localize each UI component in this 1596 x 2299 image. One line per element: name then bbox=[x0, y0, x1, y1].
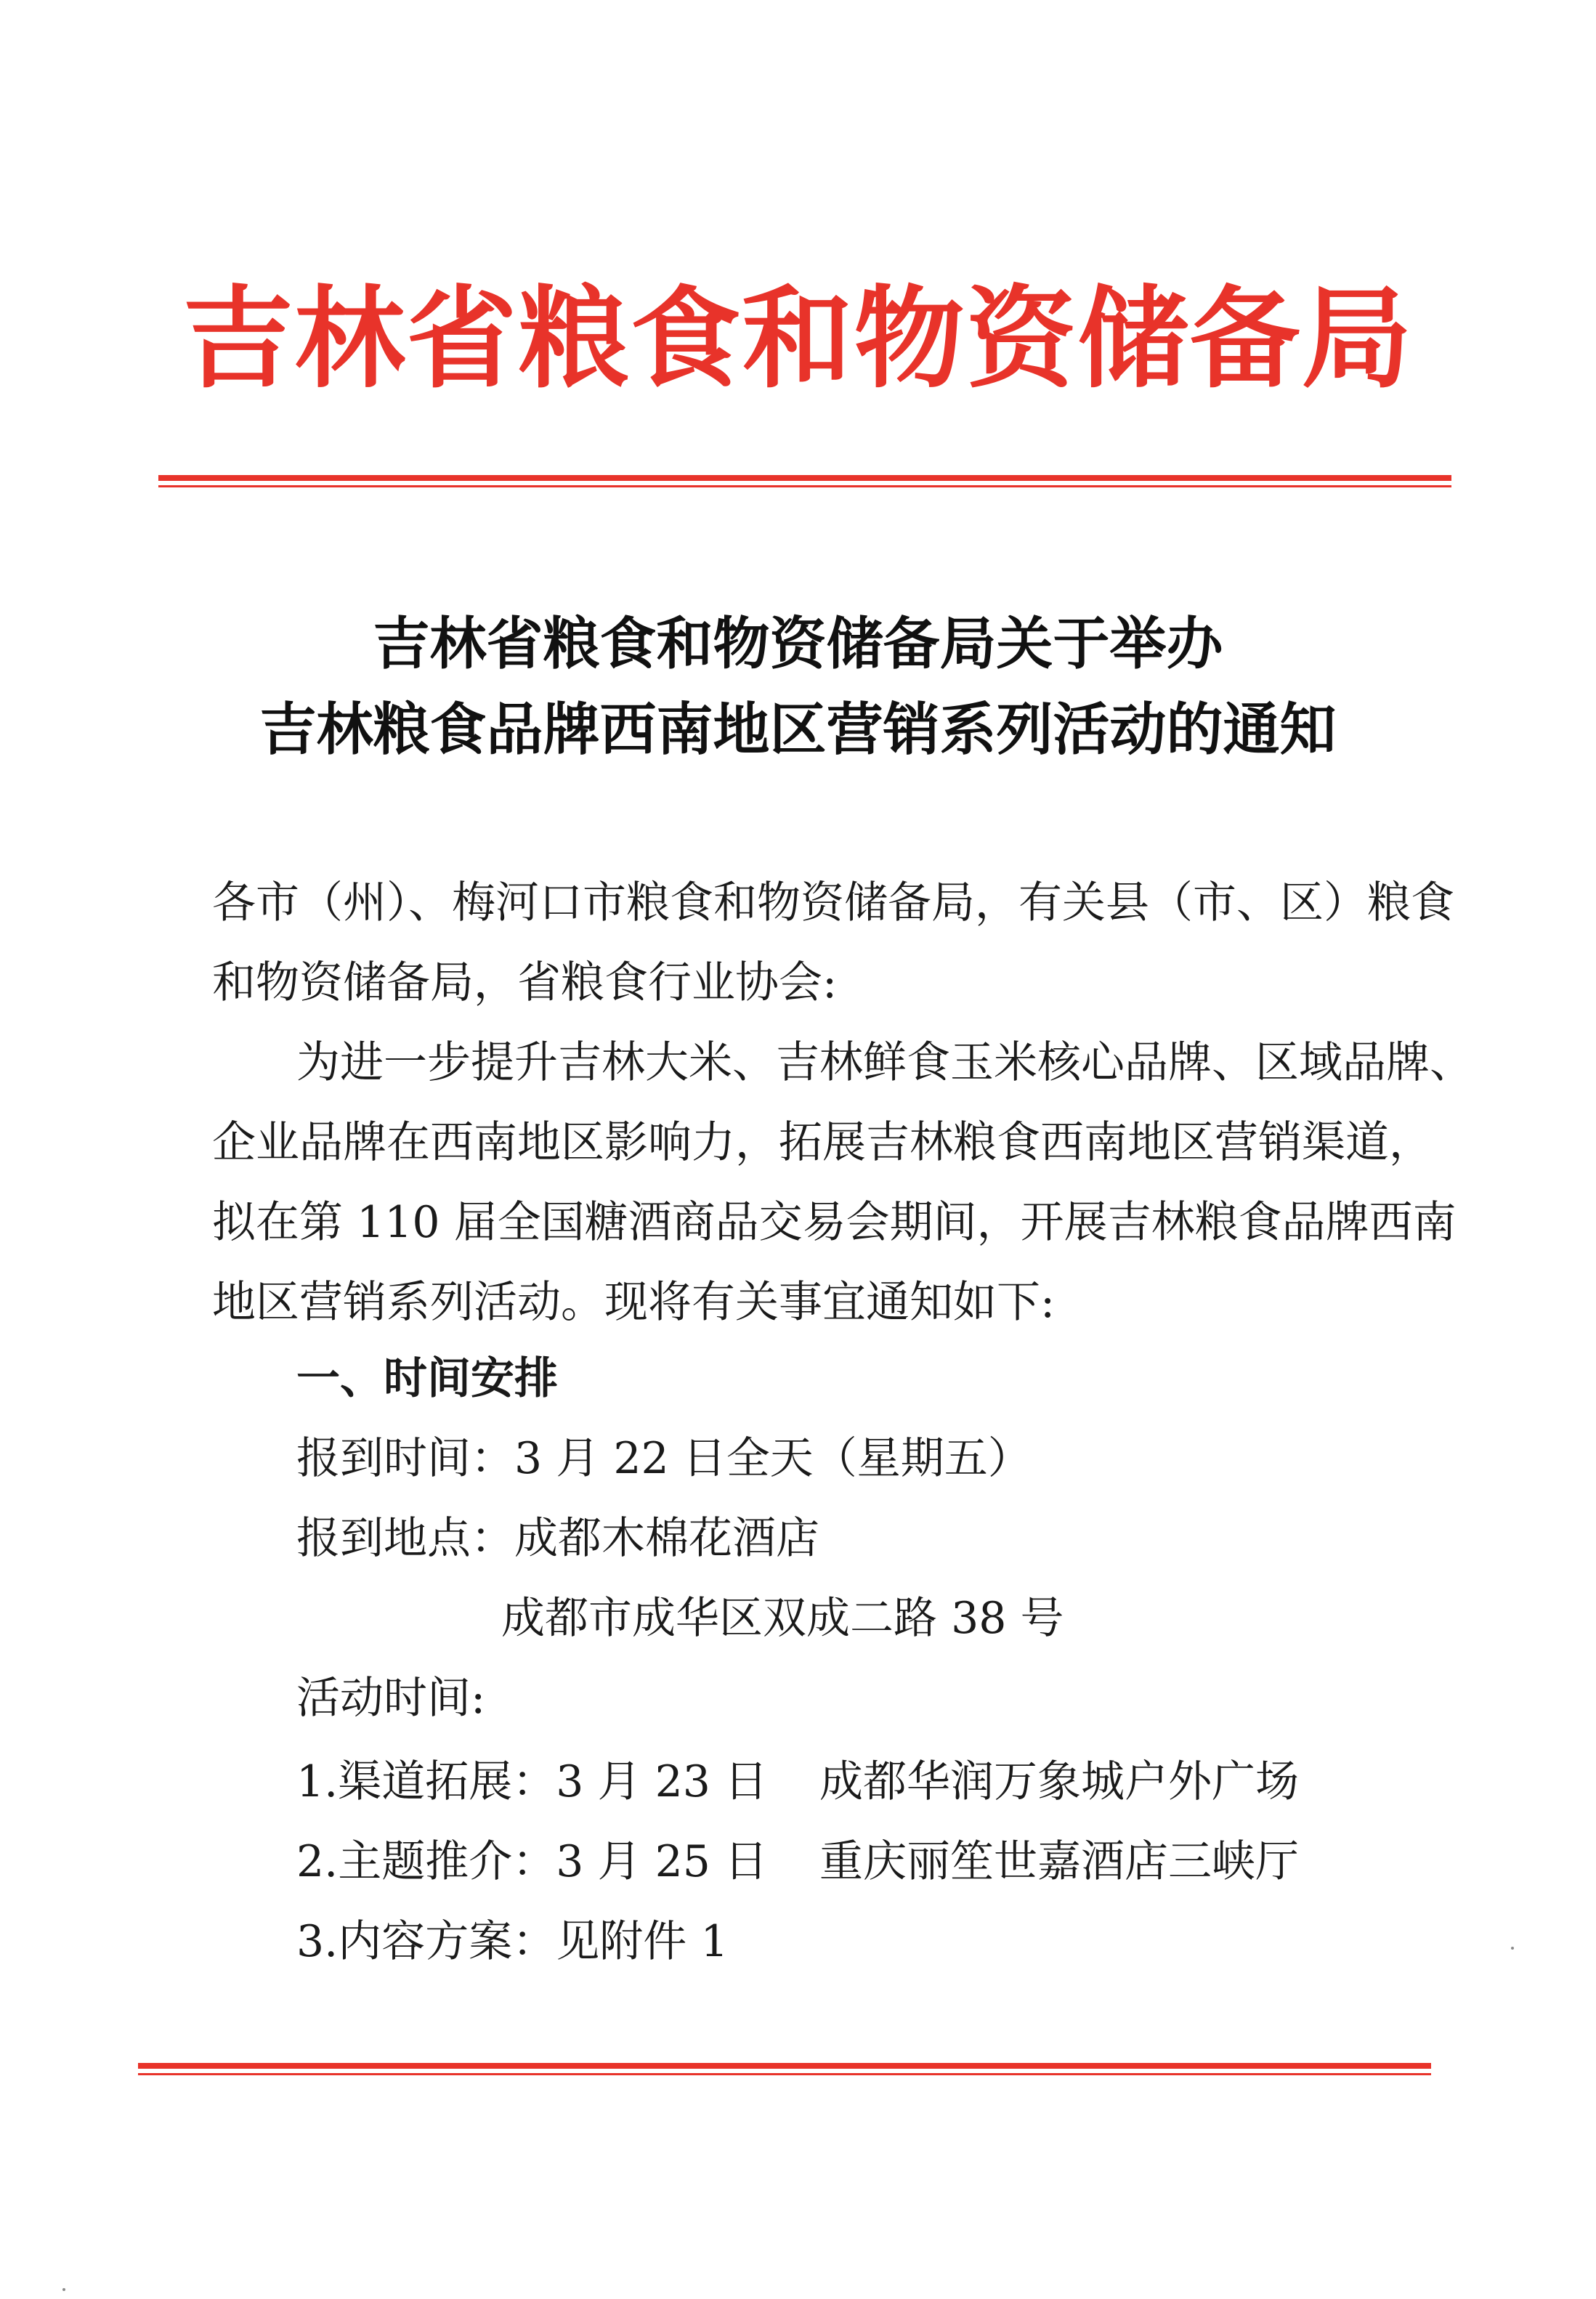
paragraph-line-3: 拟在第 110 届全国糖酒商品交易会期间，开展吉林粮食品牌西南 bbox=[212, 1197, 1457, 1248]
paragraph-line-2: 企业品牌在西南地区影响力，拓展吉林粮食西南地区营销渠道， bbox=[212, 1117, 1433, 1168]
schedule-location-2: 重庆丽笙世嘉酒店三峡厅 bbox=[819, 1836, 1299, 1887]
checkin-address: 成都市成华区双成二路 38 号 bbox=[501, 1593, 1064, 1644]
scan-speck bbox=[1511, 1947, 1514, 1950]
activity-time-label: 活动时间: bbox=[296, 1673, 486, 1724]
checkin-time: 报到时间：3 月 22 日全天（星期五） bbox=[296, 1433, 1032, 1484]
salutation-line-1: 各市（州）、梅河口市粮食和物资储备局，有关县（市、区）粮食 bbox=[212, 877, 1454, 928]
bottom-red-rule-thin bbox=[138, 2073, 1431, 2075]
notice-title-line2: 吉林粮食品牌西南地区营销系列活动的通知 bbox=[259, 697, 1337, 763]
schedule-item-3: 3.内容方案：见附件 1 bbox=[296, 1916, 729, 1967]
bottom-red-rule-thick bbox=[138, 2063, 1431, 2069]
salutation-line-2: 和物资储备局，省粮食行业协会: bbox=[212, 957, 838, 1008]
letterhead-org-name: 吉林省粮食和物资储备局 bbox=[182, 273, 1414, 403]
schedule-item-1: 1.渠道拓展：3 月 23 日 bbox=[296, 1756, 768, 1807]
top-red-rule-thick bbox=[158, 475, 1451, 481]
section-1-heading: 一、时间安排 bbox=[296, 1353, 558, 1404]
notice-title-line1: 吉林省粮食和物资储备局关于举办 bbox=[373, 611, 1223, 677]
schedule-location-1: 成都华润万象城户外广场 bbox=[819, 1756, 1299, 1807]
paragraph-line-1: 为进一步提升吉林大米、吉林鲜食玉米核心品牌、区域品牌、 bbox=[296, 1037, 1473, 1088]
schedule-item-2: 2.主题推介：3 月 25 日 bbox=[296, 1836, 768, 1887]
top-red-rule-thin bbox=[158, 485, 1451, 487]
checkin-place: 报到地点：成都木棉花酒店 bbox=[296, 1513, 819, 1564]
scan-speck bbox=[62, 2288, 65, 2291]
paragraph-line-4: 地区营销系列活动。现将有关事宜通知如下: bbox=[212, 1277, 1056, 1328]
